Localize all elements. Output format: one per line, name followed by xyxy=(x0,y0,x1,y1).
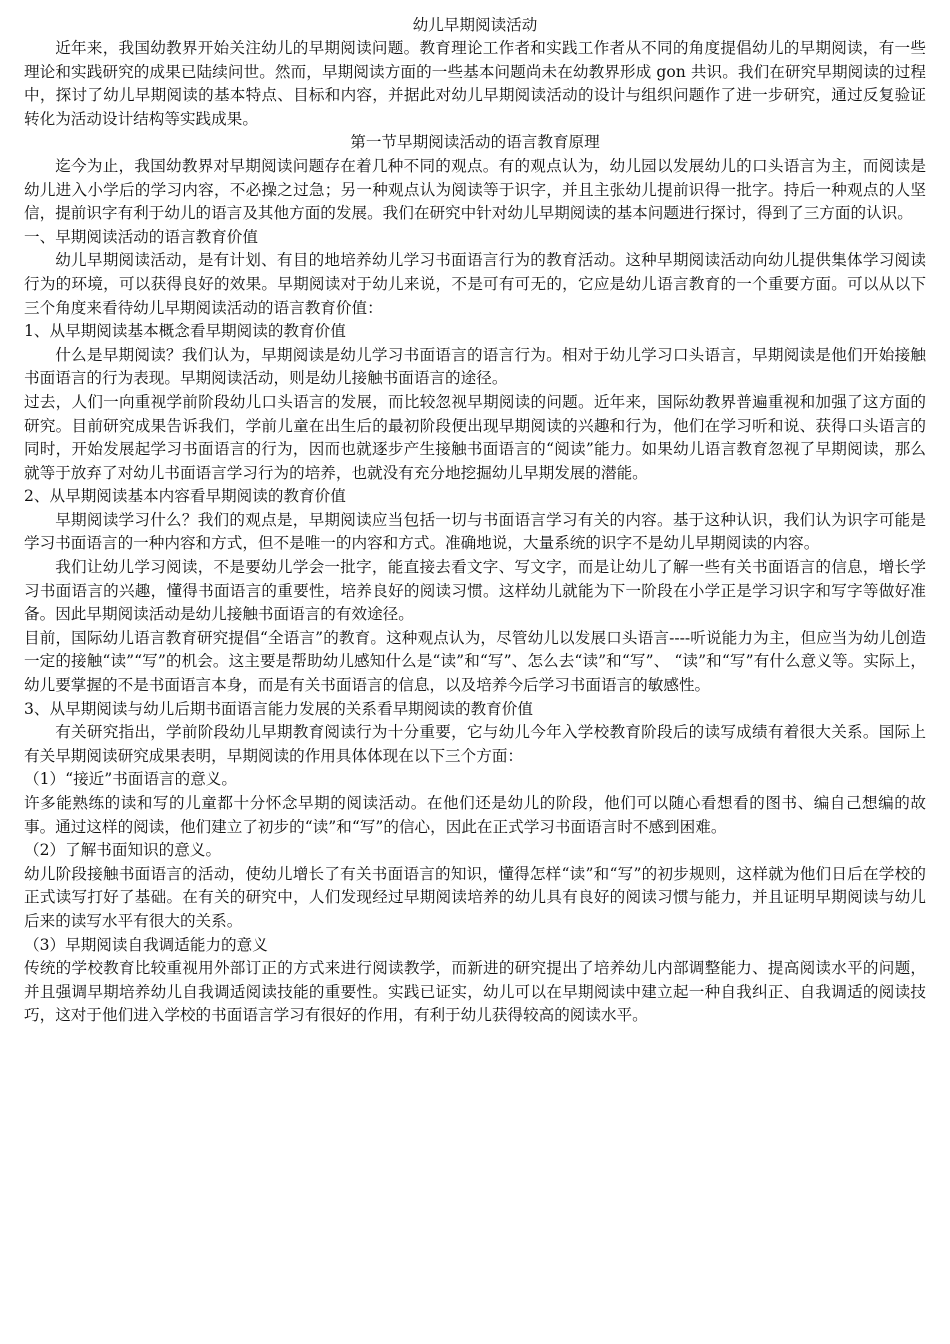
section-title: 第一节早期阅读活动的语言教育原理 xyxy=(350,133,600,152)
paragraph: 有关研究指出，学前阶段幼儿早期教育阅读行为十分重要，它与幼儿今年入学校教育阶段后的读写成绩有着很大关系。国际上有关早期阅读研究成果表明，早期阅读的作用具体体现在以下三个方面： xyxy=(24,723,926,765)
list-heading: （3）早期阅读自我调适能力的意义 xyxy=(24,935,268,954)
paragraph: 幼儿早期阅读活动，是有计划、有目的地培养幼儿学习书面语言行为的教育活动。这种早期阅读活动向幼儿提供集体学习阅读行为的环境，可以获得良好的效果。早期阅读对于幼儿来说，不是可有可无的，它应是幼儿语言教育的一个重要方面。可以从以下三个角度来看待幼儿早期阅读活动的语言教育价值： xyxy=(24,251,926,317)
subheading: 1、从早期阅读基本概念看早期阅读的教育价值 xyxy=(24,322,346,341)
paragraph: 迄今为止，我国幼教界对早期阅读问题存在着几种不同的观点。有的观点认为，幼儿园以发展幼儿的口头语言为主，而阅读是幼儿进入小学后的学习内容，不必操之过急；另一种观点认为阅读等于识字，并且主张幼儿提前识得一批字。持后一种观点的人坚信，提前识字有利于幼儿的语言及其他方面的发展。我们在研究中针对幼儿早期阅读的基本问题进行探讨，得到了三方面的认识。 xyxy=(24,156,926,223)
paragraph: 什么是早期阅读？我们认为，早期阅读是幼儿学习书面语言的语言行为。相对于幼儿学习口头语言，早期阅读是他们开始接触书面语言的行为表现。早期阅读活动，则是幼儿接触书面语言的途径。 xyxy=(24,345,926,388)
paragraph: 传统的学校教育比较重视用外部订正的方式来进行阅读教学，而新进的研究提出了培养幼儿内部调整能力、提高阅读水平的问题，并且强调早期培养幼儿自我调适阅读技能的重要性。实践已证实，幼儿可以在早期阅读中建立起一种自我纠正、自我调适的阅读技巧，这对于他们进入学校的书面语言学习有很好的作用，有利于幼儿获得较高的阅读水平。 xyxy=(24,959,926,1025)
subheading: 2、从早期阅读基本内容看早期阅读的教育价值 xyxy=(24,487,346,506)
subheading: 3、从早期阅读与幼儿后期书面语言能力发展的关系看早期阅读的教育价值 xyxy=(24,699,533,718)
paragraph: 幼儿阶段接触书面语言的活动，使幼儿增长了有关书面语言的知识，懂得怎样“读”和“写”的初步规则，这样就为他们日后在学校的正式读写打好了基础。在有关的研究中，人们发现经过早期阅读培养的幼儿具有良好的阅读习惯与能力，并且证明早期阅读与幼儿后来的读写水平有很大的关系。 xyxy=(24,864,926,930)
paragraph: 目前，国际幼儿语言教育研究提倡“全语言”的教育。这种观点认为，尽管幼儿以发展口头语言----听说能力为主，但应当为幼儿创造一定的接触“读”“写”的机会。这主要是帮助幼儿感知什么是“读”和“写”、怎么去“读”和“写”、 “读”和“写”有什么意义等。实际上，幼儿要掌握的不是书面语言本身，而是有关书面语言的信息，以及培养今后学习书面语言的敏感性。 xyxy=(24,628,926,695)
document-title: 幼儿早期阅读活动 xyxy=(412,16,538,34)
paragraph: 早期阅读学习什么？我们的观点是，早期阅读应当包括一切与书面语言学习有关的内容。基于这种认识，我们认为识字可能是学习书面语言的一种内容和方式，但不是唯一的内容和方式。准确地说，大量系统的识字不是幼儿早期阅读的内容。 xyxy=(24,510,926,553)
intro-paragraph: 近年来，我国幼教界开始关注幼儿的早期阅读问题。教育理论工作者和实践工作者从不同的角度提倡幼儿的早期阅读，有一些理论和实践研究的成果已陆续问世。然而，早期阅读方面的一些基本问题尚未在幼教界形成 gon 共识。我们在研究早期阅读的过程中，探讨了幼儿早期阅读的基本特点、目标和内容，并据此对幼儿早期阅读活动的设计与组织问题作了进一步研究，通过反复验证转化为活动设计结构等实践成果。 xyxy=(24,39,926,128)
list-heading: （2）了解书面知识的意义。 xyxy=(24,841,222,860)
paragraph: 许多能熟练的读和写的儿童都十分怀念早期的阅读活动。在他们还是幼儿的阶段，他们可以随心看想看的图书、编自己想编的故事。通过这样的阅读，他们建立了初步的“读”和“写”的信心，因此在正式学习书面语言时不感到困难。 xyxy=(24,794,926,836)
paragraph: 我们让幼儿学习阅读，不是要幼儿学会一批字，能直接去看文字、写文字，而是让幼儿了解一些有关书面语言的信息，增长学习书面语言的兴趣，懂得书面语言的重要性，培养良好的阅读习惯。这样幼儿就能为下一阶段在小学正是学习识字和写字等做好准备。因此早期阅读活动是幼儿接触书面语言的有效途径。 xyxy=(24,558,926,624)
list-heading: （1）“接近”书面语言的意义。 xyxy=(24,770,237,789)
heading-level-1: 一、早期阅读活动的语言教育价值 xyxy=(24,227,258,246)
paragraph: 过去，人们一向重视学前阶段幼儿口头语言的发展，而比较忽视早期阅读的问题。近年来，国际幼教界普遍重视和加强了这方面的研究。目前研究成果告诉我们，学前儿童在出生后的最初阶段便出现早期阅读的兴趣和行为，他们在学习听和说、获得口头语言的同时，开始发展起学习书面语言的行为，因而也就逐步产生接触书面语言的“阅读”能力。如果幼儿语言教育忽视了早期阅读，那么就等于放弃了对幼儿书面语言学习行为的培养，也就没有充分地挖掘幼儿早期发展的潜能。 xyxy=(24,392,926,482)
